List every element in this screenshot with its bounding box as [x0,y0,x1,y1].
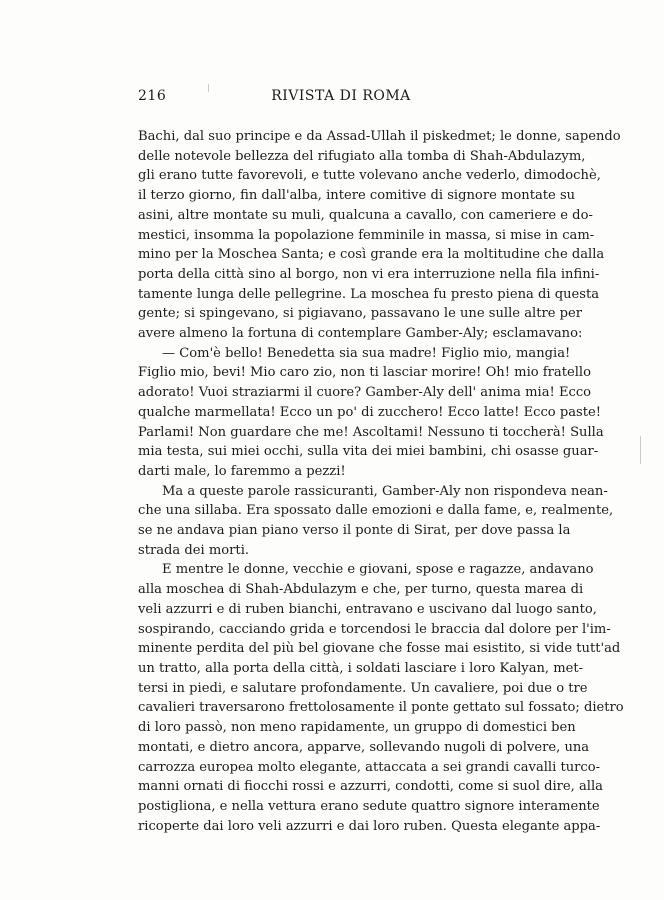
text-line: mestici, insomma la popolazione femminile in massa, si mise in cam- [138,227,595,243]
text-line: porta della città sino al borgo, non vi era interruzione nella fila infini- [138,266,600,282]
paragraph [138,560,624,836]
text-line: Parlami! Non guardare che me! Ascoltami! Nessuno ti toccherà! Sulla [138,424,604,440]
text-line: gli erano tutte favorevoli, e tutte volevano anche vederlo, dimodochè, [138,168,601,184]
text-line: alla moschea di Shah-Abdulazym e che, per turno, questa marea di [138,582,584,598]
running-title: RIVISTA DI ROMA [271,88,411,104]
text-line: delle notevole bellezza del rifugiato alla tomba di Shah-Abdulazym, [138,148,586,164]
text-line: ricoperte dai loro veli azzurri e dai loro ruben. Questa elegante appa- [138,818,601,834]
paragraph [138,127,621,344]
paragraph [138,482,614,561]
text-line: strada dei morti. [138,542,250,558]
text-line: un tratto, alla porta della città, i soldati lasciare i loro Kalyan, met- [138,660,584,676]
text-line: il terzo giorno, fin dall'alba, intere comitive di signore montate su [138,188,576,204]
page-number: 216 [138,88,167,104]
text-line: veli azzurri e di ruben bianchi, entravano e uscivano dal luogo santo, [138,601,597,617]
page-header [138,88,544,108]
text-line: avere almeno la fortuna di contemplare Gamber-Aly; esclamavano: [138,326,583,342]
text-line: adorato! Vuoi straziarmi il cuore? Gamber-Aly dell' anima mia! Ecco [138,385,592,401]
scan-mark [640,436,641,464]
text-line: manni ornati di fiocchi rossi e azzurri, condotti, come si suol dire, alla [138,779,603,795]
text-line: cavalieri traversarono frettolosamente il ponte gettato sul fossato; dietro [138,700,624,716]
text-line: mia testa, sui miei occhi, sulla vita dei miei bambini, chi osasse guar- [138,444,599,460]
text-line: tersi in piedi, e salutare profondamente. Un cavaliere, poi due o tre [138,680,588,696]
text-line: di loro passò, non meno rapidamente, un gruppo di domestici ben [138,720,576,736]
text-line: tamente lunga delle pellegrine. La moschea fu presto piena di questa [138,286,600,302]
text-line: sospirando, cacciando grida e torcendosi le braccia dal dolore per l'im- [138,621,611,637]
scan-mark [208,84,209,92]
text-line: E mentre le donne, vecchie e giovani, spose e ragazze, andavano [162,562,594,578]
text-line: darti male, lo faremmo a pezzi! [138,463,346,479]
text-line: Figlio mio, bevi! Mio caro zio, non ti lasciar morire! Oh! mio fratello [138,365,591,381]
text-line: montati, e dietro ancora, apparve, sollevando nugoli di polvere, una [138,739,590,755]
text-line: se ne andava pian piano verso il ponte di Sirat, per dove passa la [138,523,571,539]
text-line: minente perdita del più bel giovane che fosse mai esistito, si vide tutt'ad [138,641,621,657]
text-line: qualche marmellata! Ecco un po' di zucchero! Ecco latte! Ecco paste! [138,404,602,420]
paragraph [138,344,604,482]
text-line: carrozza europea molto elegante, attaccata a sei grandi cavalli turco- [138,759,601,775]
body-text [138,127,624,836]
text-line: — Com'è bello! Benedetta sia sua madre! Figlio mio, mangia! [162,345,571,361]
text-line: Ma a queste parole rassicuranti, Gamber-Aly non rispondeva nean- [162,483,608,499]
text-line: gente; si spingevano, si pigiavano, passavano le une sulle altre per [138,306,583,322]
text-line: asini, altre montate su muli, qualcuna a cavallo, con cameriere e do- [138,207,593,223]
text-line: mino per la Moschea Santa; e così grande era la moltitudine che dalla [138,247,605,263]
text-line: che una sillaba. Era spossato dalle emozioni e dalla fame, e, realmente, [138,503,614,519]
text-line: postigliona, e nella vettura erano sedute quattro signore interamente [138,798,600,814]
text-line: Bachi, dal suo principe e da Assad-Ullah il piskedmet; le donne, sapendo [138,129,621,144]
